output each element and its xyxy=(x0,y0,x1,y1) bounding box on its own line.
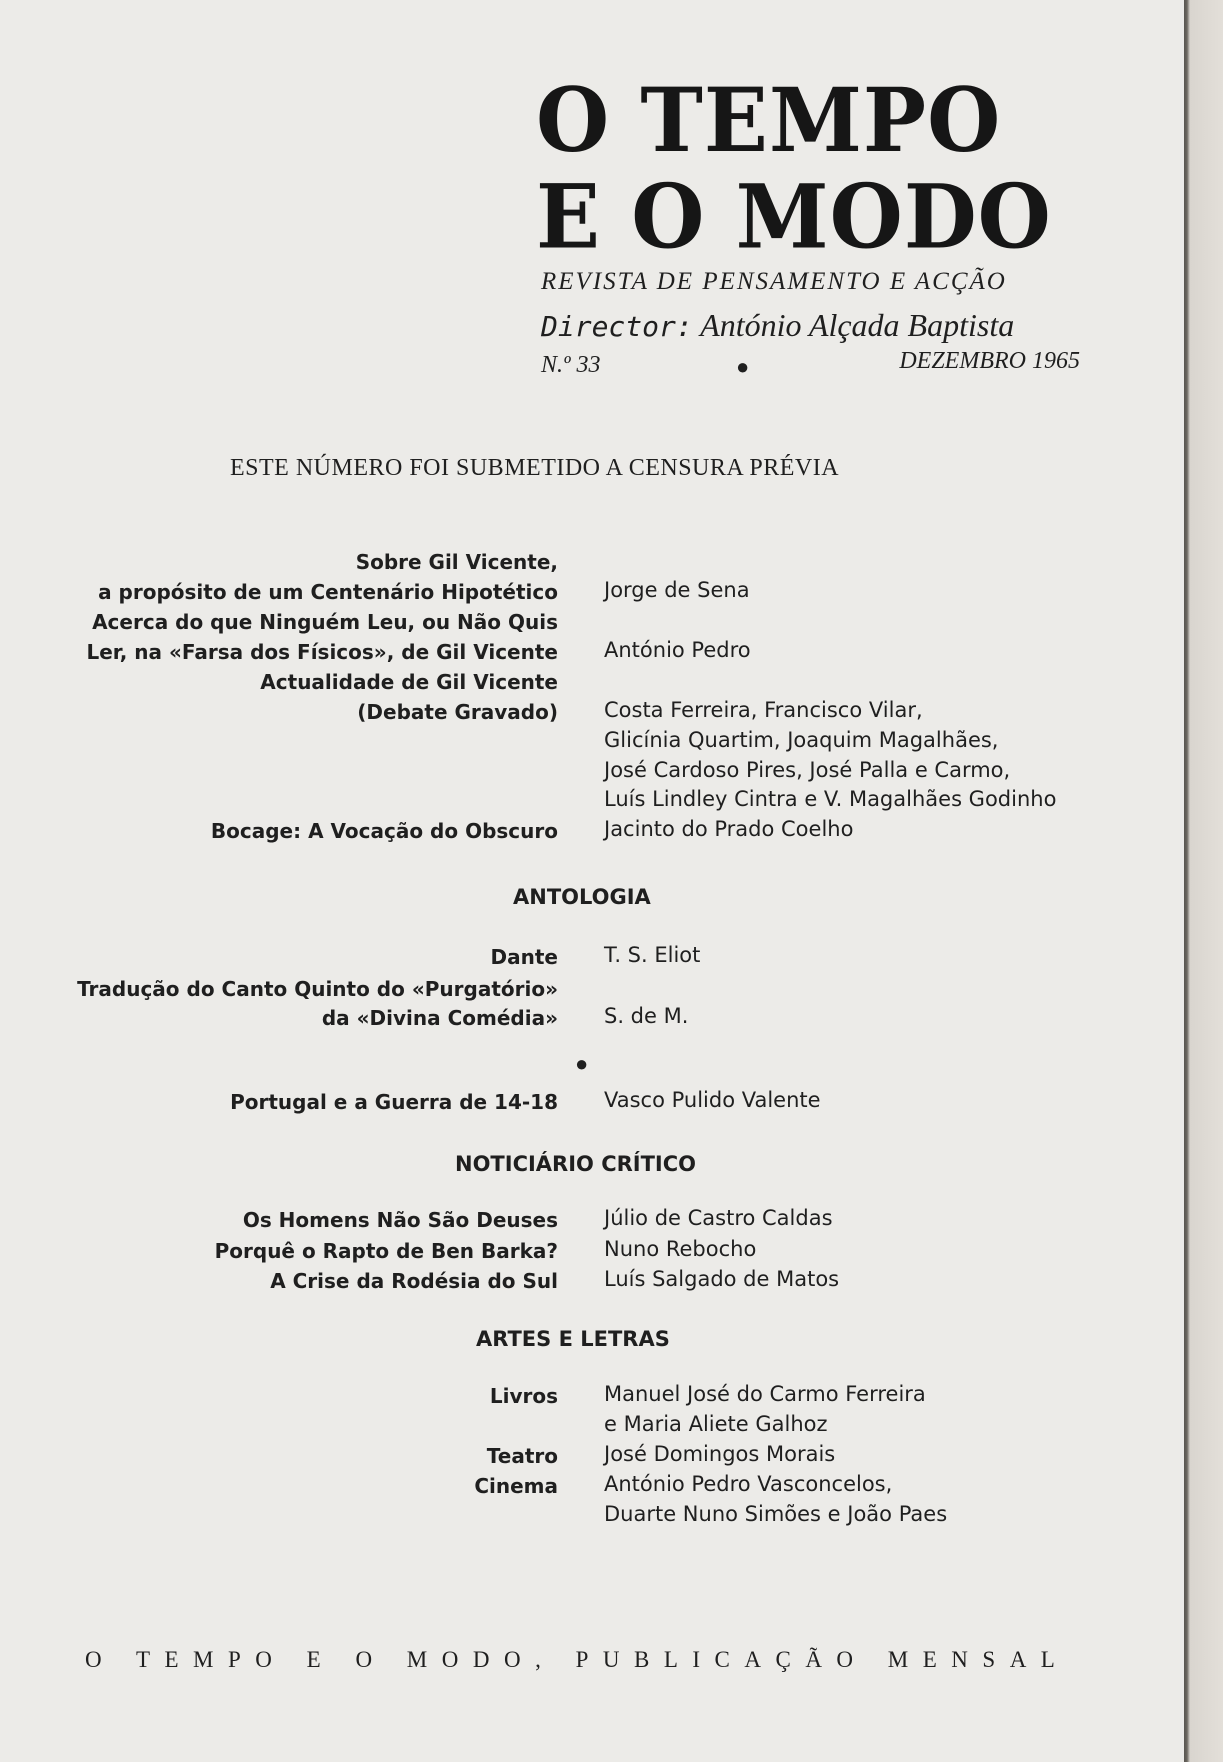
footer-publication-note: O TEMPO E O MODO, PUBLICAÇÃO MENSAL xyxy=(85,1647,1070,1672)
toc-entry-author: Jacinto do Prado Coelho xyxy=(604,817,854,841)
toc-entry-author: António Pedro Vasconcelos, xyxy=(604,1472,893,1496)
toc-entry-author: e Maria Aliete Galhoz xyxy=(604,1412,828,1436)
toc-entry-title: Os Homens Não São Deuses xyxy=(242,1208,558,1232)
toc-entry-author: Glicínia Quartim, Joaquim Magalhães, xyxy=(604,728,999,752)
toc-entry-title: Livros xyxy=(489,1384,558,1408)
toc-entry-title: a propósito de um Centenário Hipotético xyxy=(98,580,558,604)
toc-entry-title: Sobre Gil Vicente, xyxy=(355,550,558,574)
toc-entry-title: Ler, na «Farsa dos Físicos», de Gil Vicente xyxy=(86,640,558,664)
toc-entry-title: Actualidade de Gil Vicente xyxy=(260,670,558,694)
section-heading-noticiario-critico: NOTICIÁRIO CRÍTICO xyxy=(455,1152,696,1176)
toc-entry-title: da «Divina Comédia» xyxy=(321,1006,558,1030)
toc-entry-author: Duarte Nuno Simões e João Paes xyxy=(604,1502,948,1526)
toc-entry-author: T. S. Eliot xyxy=(604,943,701,967)
censorship-notice: ESTE NÚMERO FOI SUBMETIDO A CENSURA PRÉVIA xyxy=(230,455,840,481)
toc-entry-title: Portugal e a Guerra de 14-18 xyxy=(230,1090,558,1114)
toc-entry-author: Vasco Pulido Valente xyxy=(604,1088,821,1112)
issue-date: DEZEMBRO 1965 xyxy=(899,348,1080,374)
toc-entry-title: Dante xyxy=(490,945,558,969)
toc-entry-title: Bocage: A Vocação do Obscuro xyxy=(210,819,558,843)
toc-entry-title: Cinema xyxy=(474,1474,558,1498)
toc-entry-author: José Domingos Morais xyxy=(604,1442,836,1466)
bullet-dot-icon: ● xyxy=(575,1051,589,1076)
bullet-dot-icon: ● xyxy=(736,354,750,379)
masthead-line-1: O TEMPO xyxy=(536,67,1002,172)
toc-entry-author: Luís Salgado de Matos xyxy=(604,1267,840,1291)
toc-entry-author: Luís Lindley Cintra e V. Magalhães Godinho xyxy=(604,787,1057,811)
toc-entry-title: Tradução do Canto Quinto do «Purgatório» xyxy=(77,977,558,1001)
masthead-subtitle: REVISTA DE PENSAMENTO E ACÇÃO xyxy=(541,268,1007,295)
toc-entry-author: Nuno Rebocho xyxy=(604,1237,757,1261)
toc-entry-author: S. de M. xyxy=(604,1004,689,1028)
toc-entry-title: Acerca do que Ninguém Leu, ou Não Quis xyxy=(92,610,558,634)
toc-entry-author: Manuel José do Carmo Ferreira xyxy=(604,1382,926,1406)
toc-entry-author: António Pedro xyxy=(604,638,751,662)
director-name: António Alçada Baptista xyxy=(700,307,1015,343)
toc-entry-title: Porquê o Rapto de Ben Barka? xyxy=(214,1239,558,1263)
toc-entry-title: A Crise da Rodésia do Sul xyxy=(270,1269,558,1293)
toc-entry-author: José Cardoso Pires, José Palla e Carmo, xyxy=(604,758,1011,782)
issue-number: N.º 33 xyxy=(541,352,601,378)
toc-entry-title: Teatro xyxy=(486,1444,558,1468)
section-heading-antologia: ANTOLOGIA xyxy=(513,885,651,909)
section-heading-artes-e-letras: ARTES E LETRAS xyxy=(476,1327,670,1351)
director-label: Director: xyxy=(541,310,693,343)
toc-entry-author: Jorge de Sena xyxy=(604,578,750,602)
toc-entry-title: (Debate Gravado) xyxy=(357,700,558,724)
masthead-line-2: E O MODO xyxy=(536,164,1052,269)
toc-entry-author: Júlio de Castro Caldas xyxy=(604,1206,833,1230)
page-edge-shadow xyxy=(1184,0,1223,1762)
toc-entry-author: Costa Ferreira, Francisco Vilar, xyxy=(604,698,923,722)
